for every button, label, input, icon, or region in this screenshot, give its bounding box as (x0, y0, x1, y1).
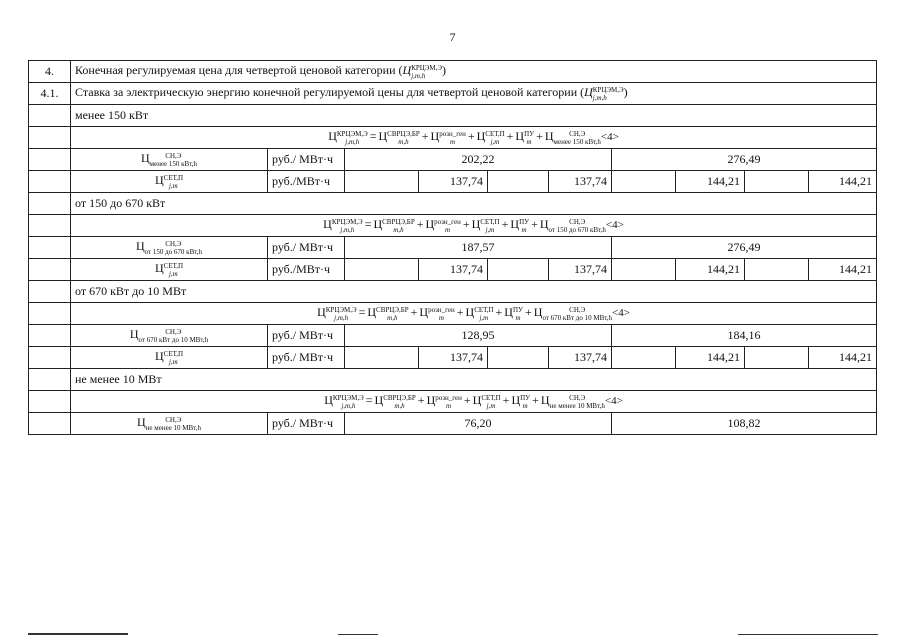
group-num-cell (29, 215, 71, 237)
group-num-cell (29, 127, 71, 149)
group-num-cell (29, 193, 71, 215)
group-label: от 150 до 670 кВт (71, 193, 877, 215)
set-unit: руб./МВт·ч (268, 259, 345, 281)
set-symbol: Ц СЕТ,П j,m (71, 259, 268, 281)
set-value-3: 144,21 (676, 259, 745, 281)
set-value-2: 137,74 (549, 347, 612, 369)
sn-unit: руб./ МВт·ч (268, 413, 345, 435)
set-empty-cell (345, 171, 419, 193)
set-empty-cell (612, 347, 676, 369)
set-value-row (29, 259, 877, 281)
section-4-row (29, 61, 877, 83)
sn-value-2: 276,49 (612, 237, 877, 259)
section-4-number: 4. (29, 61, 71, 83)
page-number: 7 (449, 30, 456, 44)
set-empty-cell (745, 259, 809, 281)
bottom-scan-line (28, 633, 128, 635)
group-label: от 670 кВт до 10 МВт (71, 281, 877, 303)
group-label-row (29, 105, 877, 127)
group-num-cell (29, 391, 71, 413)
set-value-3: 144,21 (676, 171, 745, 193)
sn-value-row (29, 237, 877, 259)
section-4-title-text: Конечная регулируемая цена для четвертой ценовой категории ( (75, 63, 403, 78)
set-unit: руб./МВт·ч (268, 171, 345, 193)
set-value-3: 144,21 (676, 347, 745, 369)
group-formula: Ц КРЦЭМ,Э j,m,h = Ц СВРЦЭ,БР m,h + Ц розн_ген m + Ц СЕТ,П j,m + Ц ПУ m + Ц СН,Э от 670 кВт до 10 МВт,h <4> (71, 303, 877, 325)
set-empty-cell (612, 171, 676, 193)
set-empty-cell (345, 259, 419, 281)
sn-value-1: 202,22 (345, 149, 612, 171)
section-4-1-number: 4.1. (29, 83, 71, 105)
set-empty-cell (345, 347, 419, 369)
group-formula: Ц КРЦЭМ,Э j,m,h = Ц СВРЦЭ,БР m,h + Ц розн_ген m + Ц СЕТ,П j,m + Ц ПУ m + Ц СН,Э менее 150 кВт,h <4> (71, 127, 877, 149)
group-formula-row (29, 303, 877, 325)
section-4-1-title: Ставка за электрическую энергию конечной регулируемой цены для четвертой ценовой категории (Ц КРЦЭМ,Э j,m,h ) (71, 83, 877, 105)
set-empty-cell (745, 347, 809, 369)
group-num-cell (29, 237, 71, 259)
bottom-scan-line-2 (338, 634, 378, 635)
sn-unit: руб./ МВт·ч (268, 237, 345, 259)
set-value-1: 137,74 (419, 259, 488, 281)
set-empty-cell (612, 259, 676, 281)
bottom-scan-line-3 (738, 634, 878, 635)
group-num-cell (29, 369, 71, 391)
group-num-cell (29, 259, 71, 281)
set-value-4: 144,21 (809, 347, 877, 369)
sn-value-2: 108,82 (612, 413, 877, 435)
section-4-1-row (29, 83, 877, 105)
group-formula-row (29, 127, 877, 149)
sn-value-1: 187,57 (345, 237, 612, 259)
sn-value-1: 128,95 (345, 325, 612, 347)
sn-value-row (29, 413, 877, 435)
set-empty-cell (745, 171, 809, 193)
group-num-cell (29, 413, 71, 435)
set-empty-cell (488, 259, 549, 281)
sn-value-row (29, 149, 877, 171)
set-value-2: 137,74 (549, 171, 612, 193)
group-label-row (29, 193, 877, 215)
group-num-cell (29, 303, 71, 325)
set-unit: руб./ МВт·ч (268, 347, 345, 369)
set-symbol: Ц СЕТ,П j,m (71, 347, 268, 369)
group-formula: Ц КРЦЭМ,Э j,m,h = Ц СВРЦЭ,БР m,h + Ц розн_ген m + Ц СЕТ,П j,m + Ц ПУ m + Ц СН,Э от 150 до 670 кВт,h <4> (71, 215, 877, 237)
sn-unit: руб./ МВт·ч (268, 325, 345, 347)
group-label-row (29, 281, 877, 303)
set-value-row (29, 171, 877, 193)
set-value-4: 144,21 (809, 171, 877, 193)
group-num-cell (29, 149, 71, 171)
section-4-title: Конечная регулируемая цена для четвертой ценовой категории (Ц КРЦЭМ,Э j,m,h ) (71, 61, 877, 83)
group-label: не менее 10 МВт (71, 369, 877, 391)
group-formula-row (29, 215, 877, 237)
set-value-row (29, 347, 877, 369)
sn-symbol: Ц СН,Э от 150 до 670 кВт,h (71, 237, 268, 259)
sn-symbol: Ц СН,Э менее 150 кВт,h (71, 149, 268, 171)
section-4-1-title-text: Ставка за электрическую энергию конечной регулируемой цены для четвертой ценовой категории ( (75, 85, 585, 100)
sn-symbol: Ц СН,Э от 670 кВт до 10 МВт,h (71, 325, 268, 347)
group-label: менее 150 кВт (71, 105, 877, 127)
group-num-cell (29, 171, 71, 193)
group-formula: Ц КРЦЭМ,Э j,m,h = Ц СВРЦЭ,БР m,h + Ц розн_ген m + Ц СЕТ,П j,m + Ц ПУ m + Ц СН,Э не менее 10 МВт,h <4> (71, 391, 877, 413)
sn-value-row (29, 325, 877, 347)
set-value-1: 137,74 (419, 171, 488, 193)
group-num-cell (29, 281, 71, 303)
tariff-table (28, 60, 877, 435)
set-symbol: Ц СЕТ,П j,m (71, 171, 268, 193)
group-num-cell (29, 347, 71, 369)
set-empty-cell (488, 171, 549, 193)
set-empty-cell (488, 347, 549, 369)
set-value-2: 137,74 (549, 259, 612, 281)
set-value-4: 144,21 (809, 259, 877, 281)
sn-value-2: 276,49 (612, 149, 877, 171)
group-num-cell (29, 325, 71, 347)
set-value-1: 137,74 (419, 347, 488, 369)
group-num-cell (29, 105, 71, 127)
group-formula-row (29, 391, 877, 413)
sn-unit: руб./ МВт·ч (268, 149, 345, 171)
sn-value-1: 76,20 (345, 413, 612, 435)
group-label-row (29, 369, 877, 391)
sn-value-2: 184,16 (612, 325, 877, 347)
groups-body (29, 105, 877, 435)
sn-symbol: Ц СН,Э не менее 10 МВт,h (71, 413, 268, 435)
